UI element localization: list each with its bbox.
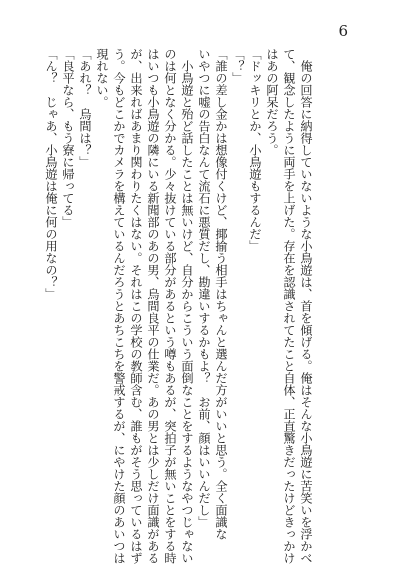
text-line: 俺の回答に納得していないような小鳥遊は、首を傾げる。俺はそんな小鳥遊に苦笑いを浮かべ [299,48,313,564]
text-line: 「ドッキリとか、小鳥遊もするんだ」 [248,48,262,252]
text-line: 現れない。 [95,48,109,108]
text-line: 「ん？ じゃあ、小鳥遊は俺に何の用なの？」 [44,48,58,300]
text-line: いやつに嘘の告白なんて流石に悪質だし、勘違いするかもよ？ お前、顔はいいんだし」 [197,48,211,528]
text-line: が、出来ればあまり関わりたくはない。それはこの学校の教師含む、誰もがそう思っているはず [129,48,143,564]
text-line: のは何となく分かる。少々抜けている部分があるという噂もあるが、突拍子が無いことをする時 [163,48,177,564]
text-line: 「？」 [231,48,245,84]
text-line: て、観念したように両手を上げた。存在を認識されてたこと自体、正直驚きだったけどきっかけ [282,48,296,564]
page-number: 6 [338,22,348,40]
text-line: 「誰の差し金かは想像付くけど、揶揄う相手はちゃんと選んだ方がいいと思う。全く面識な [214,48,228,540]
text-line: 「あれ？ 烏間は？」 [78,48,92,168]
text-line: 小鳥遊と殆ど話したことは無いけど、自分からこういう面倒なことをするようなやつじゃない [180,48,194,564]
text-line: 「良平なら、もう寮に帰ってる」 [61,48,75,228]
text-line: はあの阿呆だろう。 [265,48,279,156]
body-text [42,48,314,564]
text-line: はいつも小鳥遊の隣にいる新聞部のあの男、烏間良平の仕業だ。あの男とは少しだけ面識がある [146,48,160,564]
text-line: う。今もどこかでカメラを構えているんだろうとあちこちを警戒するが、にやけた顔のあいつは [112,48,126,564]
